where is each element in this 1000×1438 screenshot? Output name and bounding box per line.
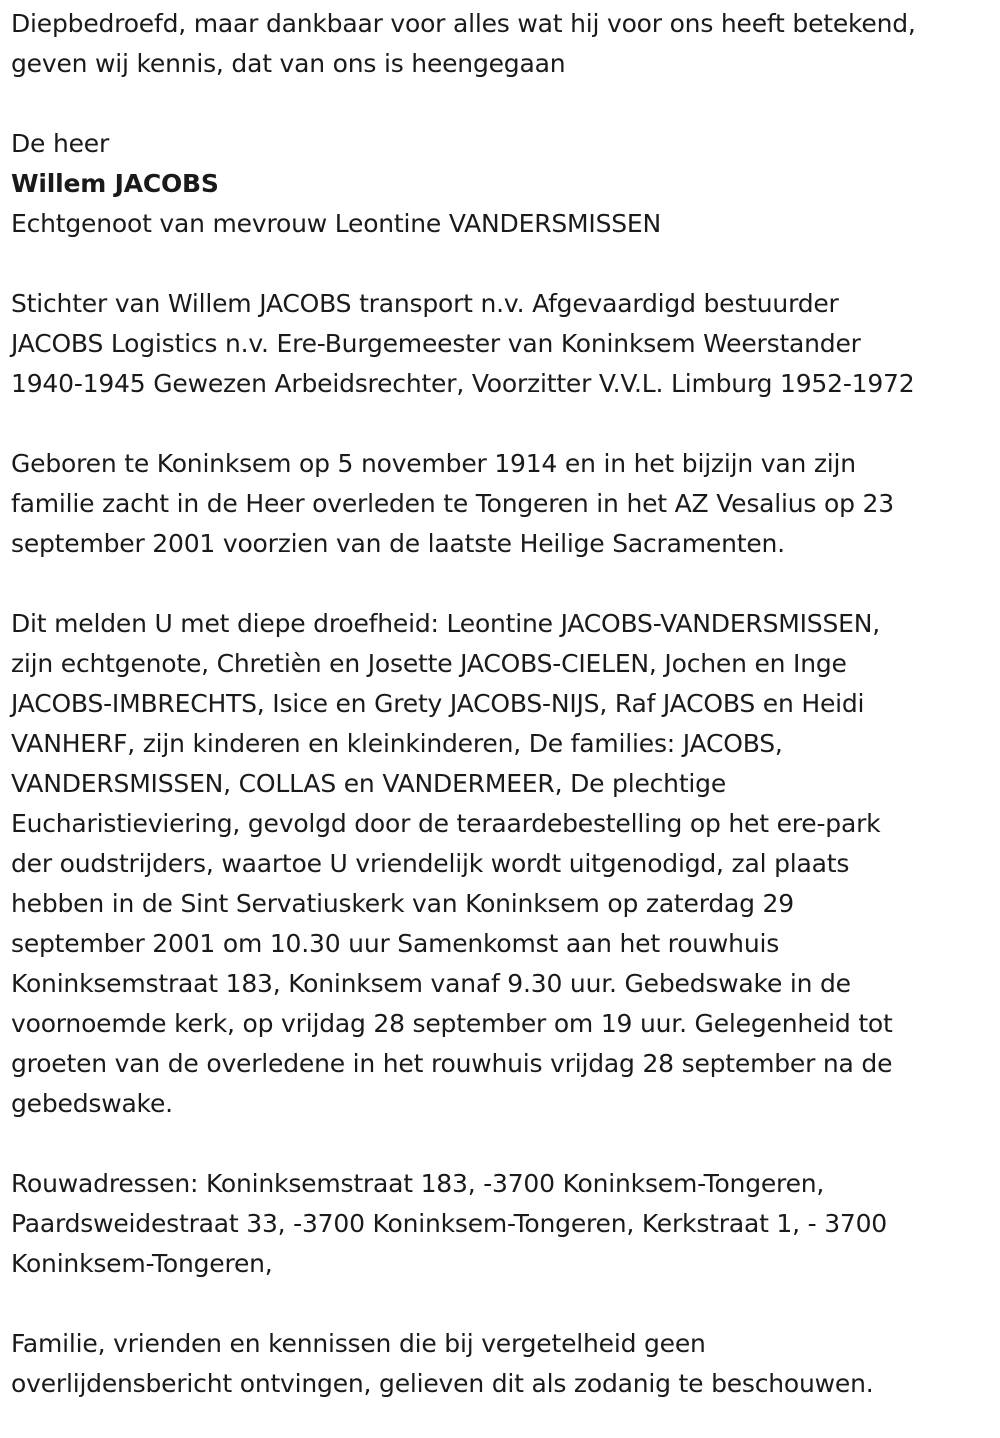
intro-paragraph: Diepbedroefd, maar dankbaar voor alles wat hij voor ons heeft betekend, geven wij kennis, dat van ons is heengegaan	[11, 9, 916, 78]
spacer	[11, 84, 985, 124]
addresses-paragraph: Rouwadressen: Koninksemstraat 183, -3700 Koninksem-Tongeren, Paardsweidestraat 33, -3700 Koninksem-Tongeren, Kerkstraat 1, - 3700 Koninksem-Tongeren,	[11, 1169, 888, 1278]
deceased-name: Willem JACOBS	[11, 169, 219, 198]
closing-paragraph: Familie, vrienden en kennissen die bij vergetelheid geen overlijdensbericht ontvingen, gelieven dit als zodanig te beschouwen.	[11, 1329, 874, 1398]
spacer	[11, 1284, 985, 1324]
spacer	[11, 404, 985, 444]
spacer	[11, 244, 985, 284]
announcement-paragraph: Dit melden U met diepe droefheid: Leontine JACOBS-VANDERSMISSEN, zijn echtgenote, Chretièn en Josette JACOBS-CIELEN, Jochen en Inge JACOBS-IMBRECHTS, Isice en Grety JACOBS-NIJS, Raf JACOBS en Heidi VANHERF, zijn kinderen en kleinkinderen, De families: JACOBS, VANDERSMISSEN, COLLAS en VANDERMEER, De plechtige Eucharistieviering, gevolgd door de teraardebestelling op het ere-park der oudstrijders, waartoe U vriendelijk wordt uitgenodigd, zal plaats hebben in de Sint Servatiuskerk van Koninksem op zaterdag 29 september 2001 om 10.30 uur Samenkomst aan het rouwhuis Koninksemstraat 183, Koninksem vanaf 9.30 uur. Gebedswake in de voornoemde kerk, op vrijdag 28 september om 19 uur. Gelegenheid tot groeten van de overledene in het rouwhuis vrijdag 28 september na de gebedswake.	[11, 609, 893, 1118]
spouse-line: Echtgenoot van mevrouw Leontine VANDERSMISSEN	[11, 209, 662, 238]
titles-paragraph: Stichter van Willem JACOBS transport n.v. Afgevaardigd bestuurder JACOBS Logistics n.v. Ere-Burgemeester van Koninksem Weerstander 1940-1945 Gewezen Arbeidsrechter, Voorzitter V.V.L. Limburg 1952-1972	[11, 289, 915, 398]
salutation: De heer	[11, 129, 110, 158]
birth-death-paragraph: Geboren te Koninksem op 5 november 1914 en in het bijzijn van zijn familie zacht in de Heer overleden te Tongeren in het AZ Vesalius op 23 september 2001 voorzien van de laatste Heilige Sacramenten.	[11, 449, 894, 558]
spacer	[11, 1124, 985, 1164]
spacer	[11, 564, 985, 604]
